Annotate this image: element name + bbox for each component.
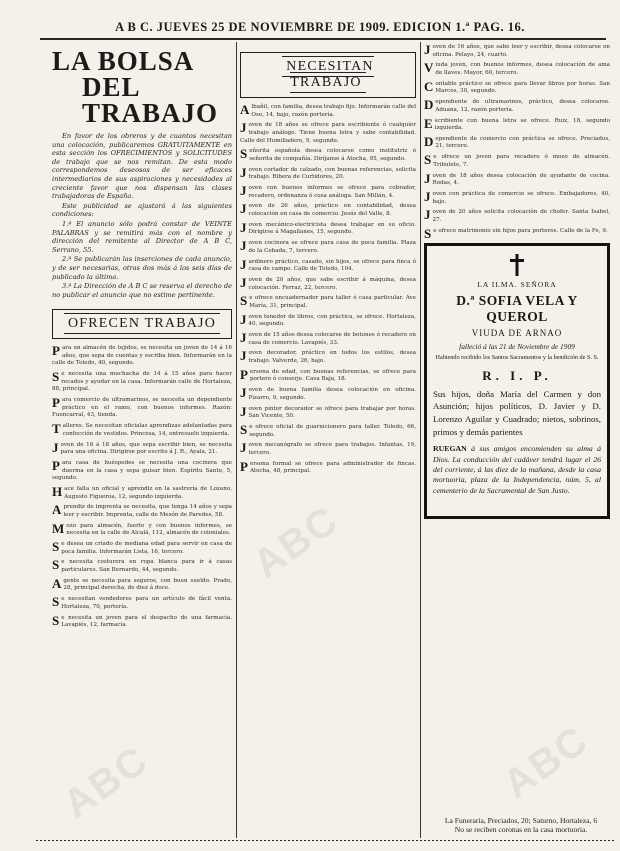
classified-ad: [240, 421, 416, 439]
ad-text: oven de 16 años, que sabe leer y escribir, desea colocarse en oficina. Pelayo, 24, cuarto.: [432, 44, 610, 58]
ad-initial: H: [52, 483, 63, 499]
classified-ad: [424, 170, 610, 188]
ad-initial: S: [424, 152, 432, 168]
ad-initial: J: [240, 164, 247, 180]
classified-ad: [240, 350, 416, 365]
bolsa-title-line2: DEL TRABAJO: [82, 72, 219, 128]
ad-initial: M: [52, 520, 65, 536]
ad-text: ependiente de comercio con práctica se ofrece. Preciados, 21, tercero.: [435, 135, 610, 150]
obituary-family: Sus hijos, doña María del Carmen y don Asunción; hijos políticos, D. Javier y D. Lorenzo Aguilar y Cuadrado; nietos, sobrinos, primos y demás parientes: [433, 388, 601, 437]
ad-initial: S: [240, 421, 248, 437]
necesitan-heading-text: NECESITAN TRABAJO: [282, 56, 373, 93]
ad-text: oven de 20 años, que sabe escribir á máquina, desea colocación. Ferraz, 22, tercero.: [248, 276, 416, 291]
intro-paragraph: 1.ª El anuncio sólo podrá constar de VEINTE PALABRAS y se remitirá más con el nombre y dirección del remitente al Director de A B C, Serrano, 55.: [52, 219, 232, 254]
ad-text: oven de 15 años desea colocarse de botones ó recadero en casa de comercio. Lavapiés, 33.: [248, 332, 416, 346]
ad-initial: P: [240, 458, 248, 474]
classified-ad: [240, 104, 416, 119]
ad-text: oven pintor decorador se ofrece para trabajar por horas. San Vicente, 50.: [248, 405, 416, 420]
classified-ad: [52, 559, 232, 574]
ad-text: oven con buenos informes se ofrece para cobrador, recadero, ordenanza ó cosa análoga. San Millán, 4.: [248, 185, 416, 199]
ofrecen-list: [52, 345, 232, 629]
ad-initial: J: [240, 238, 247, 254]
watermark: ABC: [245, 497, 347, 587]
ad-text: oven decorador, práctico en todos los estilos, desea trabajo. Valverde, 26, bajo.: [248, 350, 416, 365]
obituary-title: LA ILMA. SEÑORA: [477, 280, 557, 290]
ad-initial: J: [424, 189, 431, 204]
obituary-rip: R. I. P.: [482, 367, 552, 383]
ad-text: ara comercio de ultramarinos, se necesita un dependiente práctico en el ramo, con buenos informes. Razón: Fuencarral, 43, tienda.: [52, 397, 232, 419]
ad-initial: P: [52, 457, 60, 473]
watermark: ABC: [495, 717, 597, 807]
funeral-footer-line2: No se reciben coronas en la casa mortuoria.: [454, 825, 588, 834]
ad-text: e ofrece matrimonio sin hijos para porteros. Calle de la Fe, 9.: [433, 227, 608, 234]
classified-ad: [424, 191, 610, 206]
classified-ad: [424, 62, 610, 77]
bolsa-title: [52, 48, 232, 126]
ad-initial: P: [52, 395, 60, 411]
ad-initial: J: [240, 348, 247, 364]
classified-ad: [52, 397, 232, 420]
column-rule-2: [420, 42, 421, 838]
ad-initial: J: [240, 274, 247, 290]
classified-ad: [52, 423, 232, 438]
ad-text: oven cortador de calzado, con buenas referencias, solicita trabajo. Ribera de Curtidores, 20.: [248, 166, 416, 181]
ad-text: prendiz de imprenta se necesita, que tenga 14 años y sepa leer y escribir. Imprenta, calle de Mesón de Paredes, 58.: [63, 504, 232, 518]
ad-initial: P: [52, 343, 60, 359]
classified-ad: [52, 612, 232, 630]
necesitan-list: [240, 104, 416, 476]
funeral-footer-line1: La Funeraria, Preciados, 20; Saturno, Hortaleza, 6: [444, 816, 598, 825]
ad-text: ozo para almacén, fuerte y con buenos informes, se necesita en la calle de Alcalá, 112, almacén de coloniales.: [66, 522, 232, 537]
ad-initial: J: [52, 439, 59, 455]
classified-ad: [424, 78, 610, 96]
intro-paragraph: En favor de los obreros y de cuantos necesitan una colocación, publicaremos GRATUITAMENTE en esta sección los OFRECIMIENTOS y SOLICITUDES de trabajo que se nos remitan. De esta modo correspondemos deseosos de ser eficaces intermediarios de sus aspiraciones y necesidades al creciente favor que nos dispensan las clases trabajadoras de España.: [52, 132, 232, 201]
ad-initial: S: [240, 146, 248, 162]
classified-ad: [424, 44, 610, 59]
obituary-request-lead: RUEGAN: [433, 444, 467, 454]
ofrecen-heading: [52, 309, 232, 339]
classified-ad: [52, 575, 232, 593]
ad-initial: S: [52, 612, 60, 628]
ad-text: gente se necesita para seguros, con buen sueldo. Prado, 28, principal derecha, de diez á doce.: [63, 577, 232, 592]
ad-text: e ofrece encuadernador para taller ó casa particular. Ave María, 31, principal.: [249, 295, 416, 309]
ad-text: lbañil, con familia, desea trabajo fijo. Informarán calle del Oso, 14, bajo, razón portería.: [251, 104, 416, 118]
classified-ad: [240, 295, 416, 310]
ad-text: oven cocinera se ofrece para casa de poca familia. Plaza de la Cebada, 7, tercero.: [248, 240, 416, 254]
ad-text: alleres. Se necesitan oficialas aprendizas adelantadas para confección de vestidos. Princesa, 14, entresuelo izquierda.: [62, 423, 232, 437]
classified-ad: [52, 457, 232, 483]
ad-initial: J: [240, 120, 247, 136]
classified-ad: [240, 122, 416, 145]
intro-paragraph: 3.ª La Dirección de A B C se reserva el derecho de no publicar el anuncio que no estime pertinente.: [52, 282, 232, 299]
col3-list: [424, 42, 610, 241]
ad-text: oven de 16 á 18 años, que sepa escribir bien, se necesita para una oficina. Dirigirse por escrito á J. R., Ayala, 21.: [60, 441, 232, 456]
classified-ad: [240, 164, 416, 182]
column-1: [52, 44, 232, 633]
ad-text: oven mecanógrafo se ofrece para trabajos. Infantas, 19, tercero.: [248, 442, 416, 456]
obituary-rites: Habiendo recibido los Santos Sacramentos y la bendición de S. S.: [435, 354, 599, 362]
ad-initial: J: [240, 403, 247, 419]
classified-ad: [52, 596, 232, 611]
ad-text: oven mecánico-electricista desea trabajar en su oficio. Dirigirse á Magallanes, 15, segundo.: [248, 221, 416, 236]
ad-text: eñorita española desea colocarse como institutriz ó señorita de compañía. Diríjanse á Atocha, 95, segundo.: [249, 148, 416, 162]
ad-initial: J: [424, 207, 431, 223]
ad-initial: E: [424, 115, 433, 131]
ad-initial: A: [240, 102, 250, 117]
ad-text: ace falta un oficial y aprendiz en la sastrería de Lozano, Augusto Figueroa, 12, segundo izquierda.: [64, 485, 232, 500]
ad-text: e necesita una muchacha de 14 á 15 años para hacer recados y ayudar en la casa. Informarán calle de Hortaleza, 88, principal.: [52, 371, 232, 393]
classified-ad: [240, 240, 416, 255]
ad-initial: V: [424, 60, 434, 76]
ad-initial: S: [52, 557, 60, 573]
classified-ad: [240, 403, 416, 421]
ad-initial: J: [240, 201, 247, 217]
classified-ad: [240, 203, 416, 218]
classified-ad: [52, 541, 232, 556]
ad-text: oven de 26 años, práctico en contabilidad, desea colocación en casa de comercio. Jesús del Valle, 8.: [248, 203, 416, 218]
classified-ad: [424, 115, 610, 133]
classified-ad: [52, 371, 232, 394]
ad-text: ersona formal se ofrece para administrador de fincas. Atocha, 48, principal.: [249, 460, 416, 475]
obituary-date: falleció á las 21 de Noviembre de 1909: [459, 342, 575, 352]
ad-initial: S: [424, 225, 432, 241]
ad-initial: J: [240, 385, 247, 401]
classified-ad: [52, 439, 232, 457]
ad-text: ependiente de ultramarinos, práctico, desea colocarse. Aduana, 12, razón portería.: [435, 99, 610, 113]
ad-text: e necesita costurera en ropa blanca para ir á casas particulares. San Bernardo, 44, segundo.: [61, 559, 232, 573]
bottom-rule: [36, 840, 614, 841]
ad-text: oven de buena familia desea colocación en oficina. Pizarro, 9, segundo.: [248, 387, 416, 401]
classified-ad: [240, 274, 416, 292]
cross-icon: [510, 254, 524, 276]
classified-ad: [240, 256, 416, 274]
ad-initial: S: [52, 369, 60, 385]
ad-text: ara casa de huéspedes se necesita una cocinera que duerma en la casa y sepa guisar bien. Espíritu Santo, 5, segundo.: [52, 459, 232, 482]
classified-ad: [424, 225, 610, 241]
ad-text: e ofrece oficial de guarnicionero para taller. Toledo, 66, segundo.: [249, 423, 416, 438]
classified-ad: [52, 483, 232, 501]
ad-initial: S: [240, 293, 248, 309]
ofrecen-heading-text: OFRECEN TRABAJO: [64, 313, 220, 334]
ad-initial: J: [424, 42, 431, 57]
ad-initial: P: [240, 366, 248, 382]
classified-ad: [424, 133, 610, 151]
ad-initial: A: [52, 502, 62, 518]
classified-ad: [52, 520, 232, 538]
header-rule: [40, 38, 606, 40]
ad-initial: T: [52, 421, 61, 437]
ad-initial: C: [424, 78, 434, 94]
obituary-widow: VIUDA DE ARNAO: [471, 328, 563, 339]
obituary-box: [424, 243, 610, 519]
ad-text: oven de 20 años solicita colocación de chofer. Santa Isabel, 27.: [432, 209, 610, 223]
classified-ad: [240, 311, 416, 329]
classified-ad: [240, 332, 416, 347]
classified-ad: [240, 185, 416, 200]
watermark: ABC: [55, 737, 157, 827]
ad-initial: J: [424, 170, 431, 186]
ad-initial: J: [240, 440, 247, 456]
classified-ad: [240, 219, 416, 237]
obituary-name: D.ª SOFIA VELA Y QUEROL: [456, 293, 578, 325]
classified-ad: [52, 345, 232, 368]
column-rule-1: [236, 42, 237, 838]
classified-ad: [424, 154, 610, 169]
ad-initial: D: [424, 97, 434, 113]
classified-ad: [240, 458, 416, 476]
ad-text: iuda joven, con buenos informes, desea colocación de ama de llaves. Mayor, 60, tercero.: [435, 62, 610, 76]
ad-text: e necesita un joven para el despacho de una farmacia. Lavapiés, 12, farmacia.: [61, 614, 232, 629]
bolsa-title-line1: LA BOLSA: [52, 46, 195, 76]
ad-text: ara un almacén de tejidos, se necesita un joven de 14 á 16 años, que sepa de cuentas y escriba bien. Informarán en la calle de Toledo, 40, segundo.: [52, 345, 232, 367]
classified-ad: [240, 387, 416, 402]
intro-paragraph: Este publicidad se ajustará á las siguientes condiciones:: [52, 201, 232, 219]
ad-initial: J: [240, 330, 247, 346]
ad-text: oven tenedor de libros, con práctica, se ofrece. Hortaleza, 40, segundo.: [248, 313, 416, 328]
ad-text: scribiente con buena letra se ofrece. Ruiz, 18, segundo izquierda.: [434, 117, 610, 132]
ad-initial: S: [52, 594, 60, 610]
funeral-footer: [426, 816, 616, 834]
intro-paragraph: 2.ª Se publicarán las inserciones de cada anuncio, y de ser necesarias, otras dos más á los seis días de publicado la última.: [52, 255, 232, 281]
ad-initial: J: [240, 183, 247, 199]
ad-initial: A: [52, 575, 62, 591]
ad-text: oven con práctica de comercio se ofrece. Embajadores, 40, bajo.: [432, 191, 610, 205]
necesitan-heading: [240, 52, 416, 98]
ad-initial: J: [240, 311, 247, 327]
classified-ad: [424, 99, 610, 114]
ad-text: ardinero práctico, casado, sin hijos, se ofrece para finca ó casa de campo. Calle de Toledo, 104.: [248, 258, 416, 273]
ad-initial: J: [240, 219, 247, 235]
obituary-request-text: á sus amigos encomienden su alma á Dios. La conducción del cadáver tendrá lugar el 26 del corriente, á las diez de la mañana, desde la casa mortuoria, plaza de la Independencia, núm. 5, al cementerio de la Sacramental de San Justo.: [433, 444, 601, 495]
ad-text: ersona de edad, con buenas referencias, se ofrece para portero ó conserje. Cava Baja, 18.: [249, 368, 416, 383]
ad-text: e desea un criado de mediana edad para servir en casa de poca familia. Informarán Lista, 16, tercero.: [61, 541, 232, 555]
ad-initial: D: [424, 133, 434, 149]
ad-text: ontable práctico se ofrece para llevar libros por horas. San Marcos, 30, segundo.: [435, 80, 610, 95]
ad-text: oven de 18 años se ofrece para escribiente ó cualquier trabajo análogo. Tiene buena letra y sabe contabilidad. Calle del Humilladero, 9, segundo.: [240, 122, 416, 144]
ad-text: e ofrece un joven para recadero ó mozo de almacén. Tribulete, 7.: [433, 154, 610, 168]
ad-text: oven de 18 años desea colocación de ayudante de cocina. Rodas, 4.: [432, 172, 610, 187]
classified-ad: [52, 504, 232, 519]
ad-text: e necesitan vendedores para un artículo de fácil venta. Hortaleza, 70, portería.: [61, 596, 232, 610]
classified-ad: [240, 148, 416, 163]
ad-initial: J: [240, 256, 247, 272]
classified-ad: [240, 366, 416, 384]
masthead: A B C. JUEVES 25 DE NOVIEMBRE DE 1909. EDICION 1.ª PAG. 16.: [115, 20, 525, 34]
bolsa-intro: [52, 132, 232, 299]
column-2: [240, 44, 416, 479]
ad-initial: S: [52, 539, 60, 555]
classified-ad: [424, 209, 610, 224]
obituary-request: [433, 444, 601, 496]
column-3: [424, 44, 610, 519]
classified-ad: [240, 442, 416, 457]
